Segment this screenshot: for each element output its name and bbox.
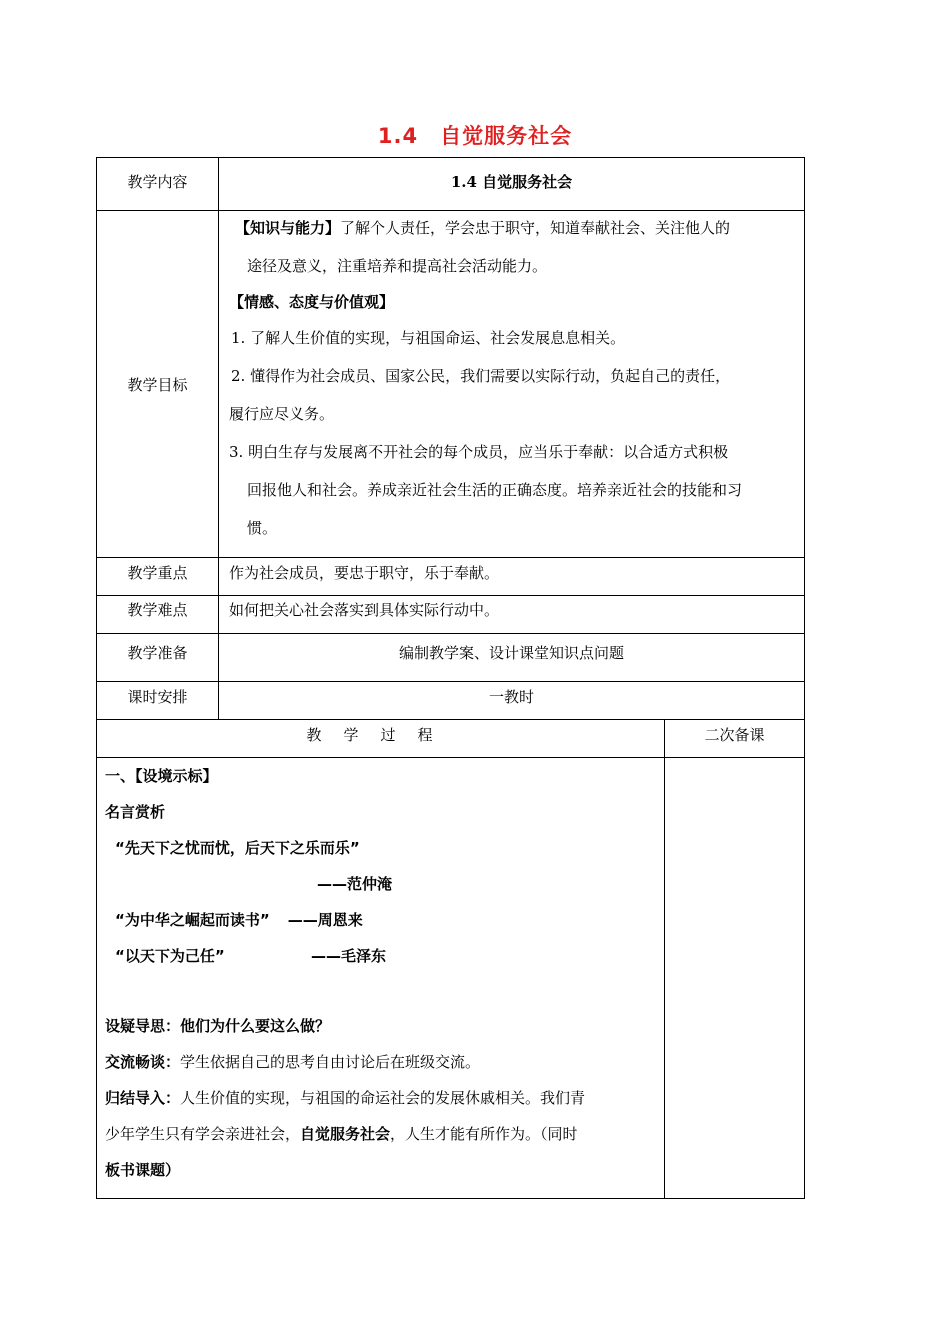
row-process-header [97,720,805,758]
summary-head: 归结导入： [105,1089,181,1107]
title-number: 1.4 [377,124,419,148]
summary-line2 [105,1116,656,1152]
process-header-cell [97,720,665,758]
row-content [97,158,805,211]
quotes-head: 名言赏析 [105,803,166,821]
author-1: ——范仲淹 [317,875,393,893]
prep-value: 编制教学案、设计课堂知识点问题 [219,634,805,682]
page-title [0,120,950,150]
row-prep [97,634,805,682]
key-value: 作为社会成员，要忠于职守，乐于奉献。 [219,558,805,596]
title-text: 自觉服务社会 [440,124,573,148]
goal-item-3-line3: 惯。 [247,519,278,537]
row-difficulty [97,596,805,634]
summary-text2b: 自觉服务社会 [300,1125,391,1143]
summary-text2c: ，人生才能有所作为。（同时 [390,1125,578,1143]
knowledge-line1: 了解个人责任，学会忠于职守，知道奉献社会、关注他人的 [340,219,731,237]
key-label: 教学重点 [97,558,219,596]
schedule-label: 课时安排 [97,682,219,720]
row-process-body [97,758,805,1199]
difficulty-label: 教学难点 [97,596,219,634]
goals-cell [219,211,805,558]
exchange-text: 学生依据自己的思考自由讨论后在班级交流。 [180,1053,481,1071]
exchange-line [105,1044,656,1080]
row-key [97,558,805,596]
row-goals [97,211,805,558]
summary-text2a: 少年学生只有学会亲进社会， [105,1125,301,1143]
goal-item-2-line2: 履行应尽义务。 [229,405,335,423]
schedule-value: 一教时 [219,682,805,720]
summary-text3: 板书课题） [105,1161,181,1179]
notes-body [665,758,805,1199]
content-value: 1.4 自觉服务社会 [219,158,805,211]
goals-label: 教学目标 [97,211,219,558]
process-body [97,758,665,1199]
goal-item-1: 1. 了解人生价值的实现，与祖国命运、社会发展息息相关。 [231,329,626,347]
summary-text1: 人生价值的实现，与祖国的命运社会的发展休戚相关。我们青 [180,1089,586,1107]
summary-line3 [105,1152,656,1188]
emotion-head: 【情感、态度与价值观】 [229,293,395,311]
process-header: 教学过程 [306,726,455,744]
author-3: ——毛泽东 [311,947,387,965]
row-schedule [97,682,805,720]
summary-line1 [105,1080,656,1116]
goal-item-2-line1: 2. 懂得作为社会成员、国家公民，我们需要以实际行动，负起自己的责任， [231,367,731,385]
goal-item-3-line2: 回报他人和社会。养成亲近社会生活的正确态度。培养亲近社会的技能和习 [247,481,743,499]
knowledge-line2: 途径及意义，注重培养和提高社会活动能力。 [247,257,548,275]
goal-item-3-line1: 3. 明白生存与发展离不开社会的每个成员，应当乐于奉献：以合适方式积极 [229,443,729,461]
quote-2: “为中华之崛起而读书” [115,911,270,929]
exchange-head: 交流畅谈： [105,1053,181,1071]
content-label: 教学内容 [97,158,219,211]
notes-header: 二次备课 [665,720,805,758]
author-2: ——周恩来 [287,911,363,929]
quote-3: “以天下为己任” [115,947,225,965]
section-title: 一、【设境示标】 [105,767,218,785]
prep-label: 教学准备 [97,634,219,682]
quote-1: “先天下之忧而忧，后天下之乐而乐” [115,839,360,857]
difficulty-value: 如何把关心社会落实到具体实际行动中。 [219,596,805,634]
knowledge-head: 【知识与能力】 [235,219,341,237]
question: 设疑导思：他们为什么要这么做？ [105,1017,331,1035]
quote-3-line [105,938,656,974]
lesson-plan-table [96,157,805,1199]
quote-2-line [105,902,656,938]
